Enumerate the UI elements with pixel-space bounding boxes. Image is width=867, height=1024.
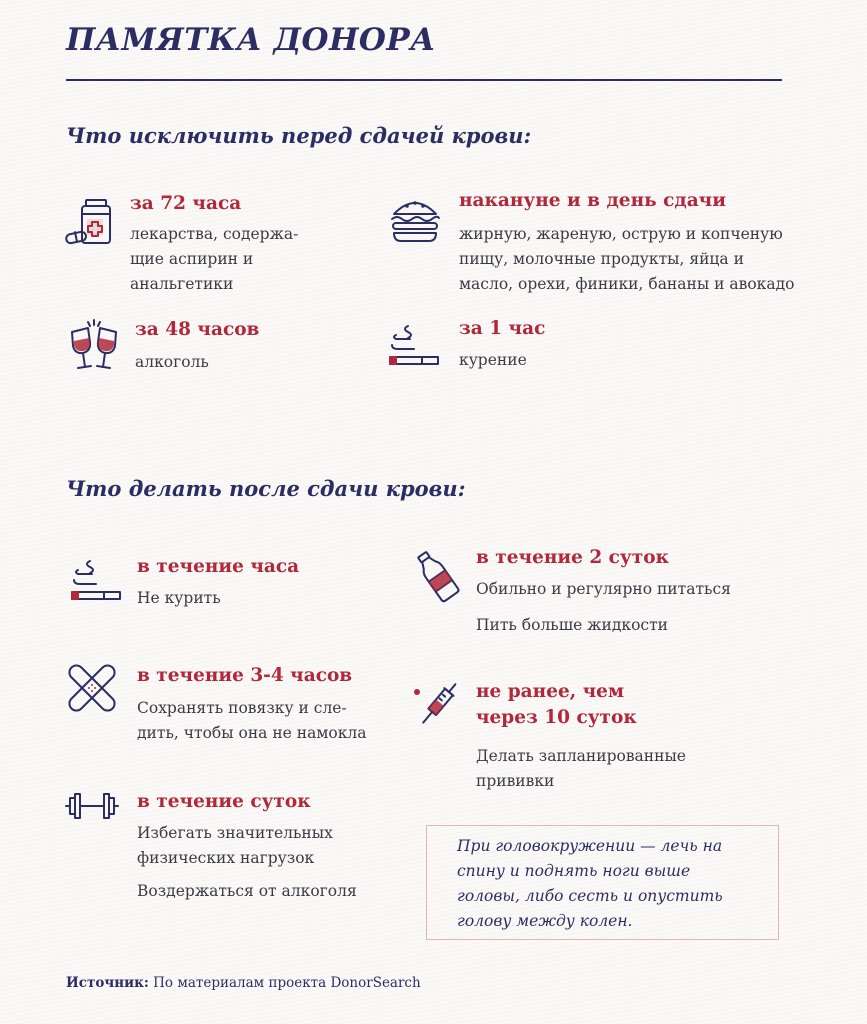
before-item-desc: жирную, жареную, острую и копченую пищу, молочные продукты, яйца и масло, орехи, финики, бананы и авокадо — [459, 225, 795, 293]
page-title: ПАМЯТКА ДОНОРА — [66, 22, 436, 58]
before-item-desc: курение — [459, 351, 527, 369]
before-item-label: за 48 часов — [135, 319, 260, 340]
after-item-label: не ранее, чем через 10 суток — [476, 681, 637, 728]
dumbbell-icon — [64, 789, 120, 823]
wine-glasses-icon — [68, 318, 120, 374]
before-item-desc: лекарства, содержа- щие аспирин и анальгетики — [130, 225, 299, 293]
source-text: По материалам проекта DonorSearch — [153, 975, 421, 991]
after-item-desc: Обильно и регулярно питаться — [476, 580, 731, 598]
after-item-label: в течение суток — [137, 791, 311, 812]
after-item-desc: Избегать значительных физических нагрузок — [137, 824, 333, 867]
before-item-label: накануне и в день сдачи — [459, 190, 726, 211]
after-item-desc: Не курить — [137, 589, 221, 607]
after-item-label: в течение 3-4 часов — [137, 665, 353, 686]
dizziness-note: При головокружении — лечь на спину и поднять ноги выше головы, либо сесть и опустить голову между колен. — [426, 825, 779, 940]
after-item-desc-extra: Воздержаться от алкоголя — [137, 882, 357, 900]
bandage-icon — [68, 664, 116, 712]
after-item-label: в течение часа — [137, 556, 300, 577]
before-item-label: за 1 час — [459, 318, 546, 339]
cigarette-icon — [70, 558, 122, 604]
after-item-desc: Сохранять повязку и сле- дить, чтобы она не намокла — [137, 699, 367, 742]
pills-icon — [64, 197, 116, 247]
source-label: Источник: — [66, 975, 149, 991]
burger-icon — [389, 194, 441, 244]
water-bottle-icon — [410, 548, 464, 604]
title-divider — [66, 79, 782, 81]
before-donation-heading: Что исключить перед сдачей крови: — [66, 123, 532, 148]
after-item-desc-extra: Пить больше жидкости — [476, 616, 668, 634]
before-item-desc: алкоголь — [135, 353, 209, 371]
syringe-icon — [410, 680, 466, 730]
cigarette-icon — [388, 323, 440, 369]
after-item-label: в течение 2 суток — [476, 547, 669, 568]
after-item-desc: Делать запланированные прививки — [476, 747, 686, 790]
before-item-label: за 72 часа — [130, 193, 242, 214]
after-donation-heading: Что делать после сдачи крови: — [66, 476, 466, 501]
source-credit — [66, 975, 421, 991]
